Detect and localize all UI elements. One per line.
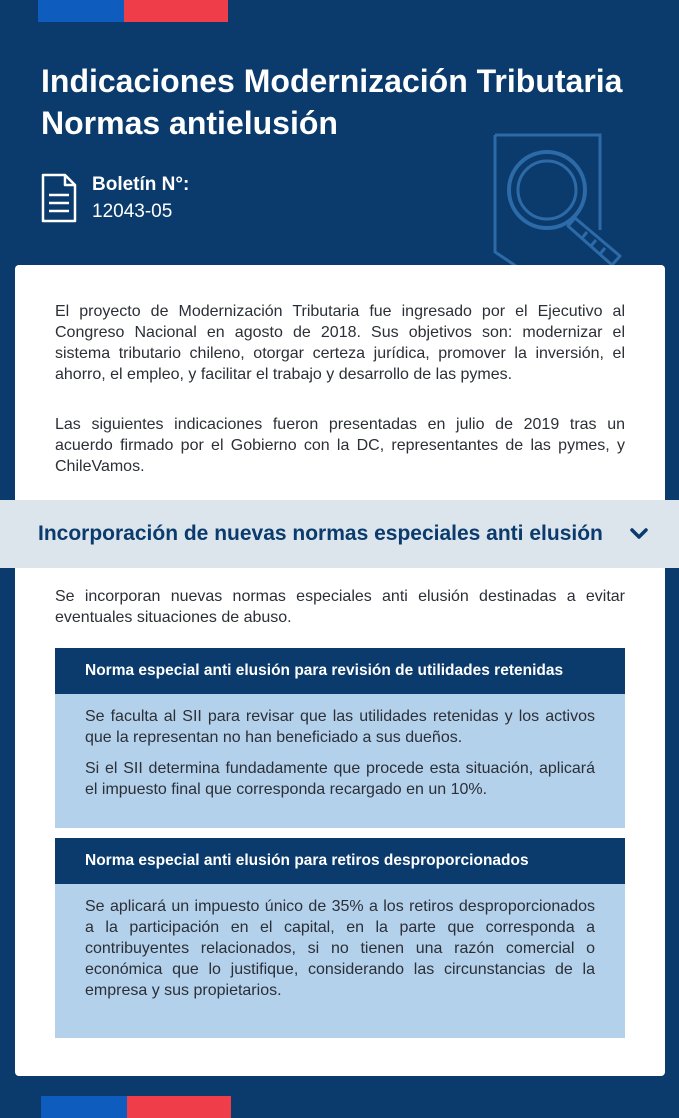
chevron-down-icon[interactable] — [630, 527, 648, 541]
bulletin-number: 12043-05 — [92, 201, 173, 222]
intro-paragraph: El proyecto de Modernización Tributaria fue ingresado por el Ejecutivo al Congreso Nacional en agosto de 2018. Sus objetivos son: modernizar el sistema tributario chileno, otorgar certeza jurídica, promover la inversión, el ahorro, el empleo, y facilitar el trabajo y desarrollo de las pymes. — [55, 303, 625, 383]
page-title-line2: Normas antielusión — [41, 105, 338, 141]
norm-box-title: Norma especial anti elusión para revisión de utilidades retenidas — [55, 648, 625, 694]
accordion-title: Incorporación de nuevas normas especiales anti elusión — [38, 522, 603, 545]
flag-red-segment — [124, 0, 228, 22]
content-card — [15, 265, 665, 1076]
norm-box-retained-profits — [55, 648, 625, 828]
norm-box-paragraph: Se faculta al SII para revisar que las utilidades retenidas y los activos que la representan no han beneficiado a sus dueños. — [85, 708, 595, 746]
bulletin-label: Boletín N°: — [92, 174, 190, 195]
accordion-header[interactable] — [0, 500, 679, 568]
norm-box-title: Norma especial anti elusión para retiros desproporcionados — [55, 838, 625, 884]
page-title-line1: Indicaciones Modernización Tributaria — [41, 63, 623, 99]
intro-paragraph: Las siguientes indicaciones fueron presentadas en julio de 2019 tras un acuerdo firmado por el Gobierno con la DC, representantes de las pymes, y ChileVamos. — [55, 416, 625, 475]
flag-stripe-top — [38, 0, 228, 22]
magnifier-document-icon — [492, 132, 632, 267]
section-intro: Se incorporan nuevas normas especiales anti elusión destinadas a evitar eventuales situaciones de abuso. — [55, 588, 625, 626]
norm-box-paragraph: Si el SII determina fundadamente que procede esta situación, aplicará el impuesto final que corresponda recargado en un 10%. — [85, 760, 595, 798]
norm-box-paragraph: Se aplicará un impuesto único de 35% a los retiros desproporcionados a la participación en el capital, en la parte que corresponda a contribuyentes relacionados, si no tienen una razón comercial o económica que lo justifique, considerando las circunstancias de la empresa y sus propietarios. — [85, 898, 595, 999]
document-icon — [41, 173, 77, 223]
norm-box-disproportionate-withdrawals — [55, 838, 625, 1038]
flag-red-segment — [127, 1096, 231, 1118]
norm-box-body — [55, 694, 625, 800]
flag-blue-segment — [41, 1096, 127, 1118]
norm-box-body — [55, 884, 625, 1001]
flag-blue-segment — [38, 0, 124, 22]
flag-stripe-bottom — [41, 1096, 231, 1118]
